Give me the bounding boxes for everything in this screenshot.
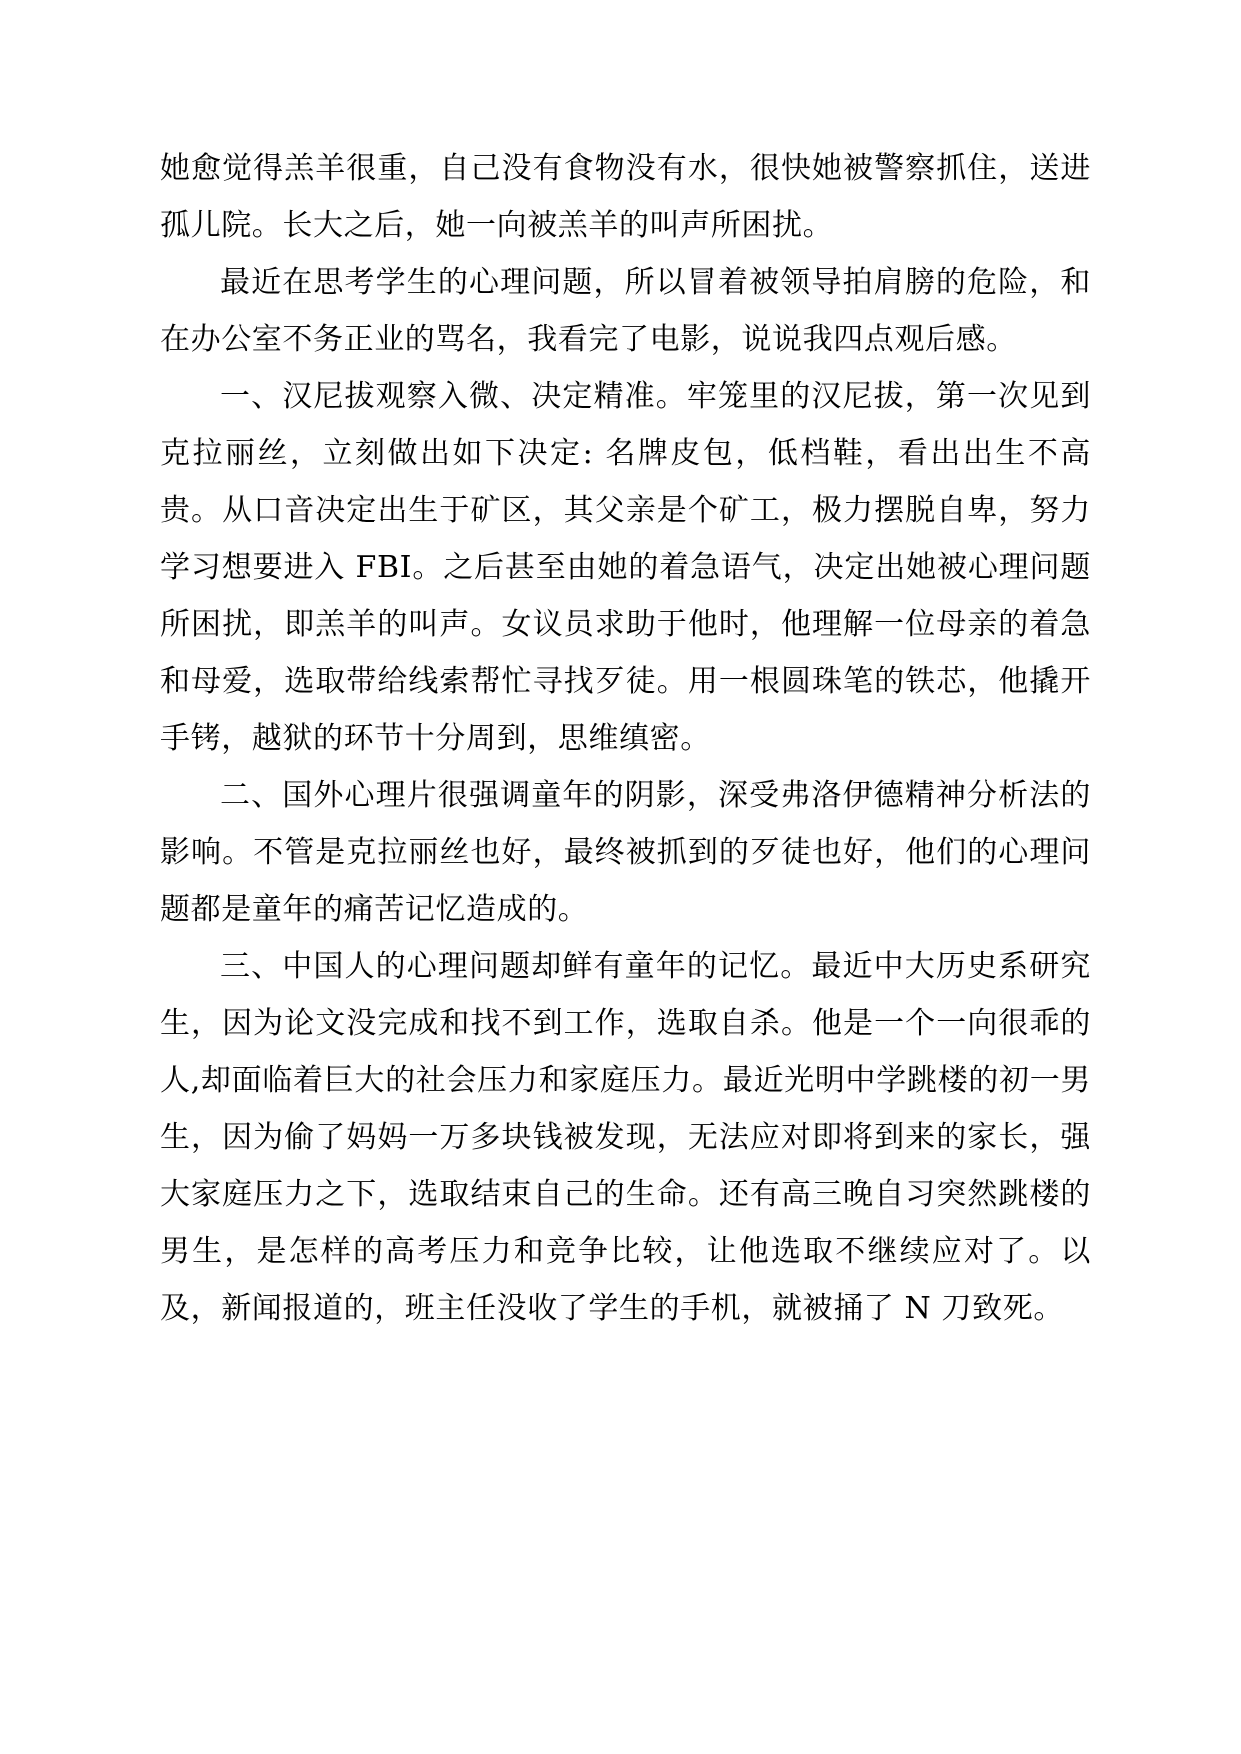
paragraph: 一、汉尼拔观察入微、决定精准。牢笼里的汉尼拔，第一次见到克拉丽丝，立刻做出如下决定: 名牌皮包，低档鞋，看出出生不高贵。从口音决定出生于矿区，其父亲是个矿工，极力摆脱自卑，努力学习想要进入 FBI。之后甚至由她的着急语气，决定出她被心理问题所困扰，即羔羊的叫声。女议员求助于他时，他理解一位母亲的着急和母爱，选取带给线索帮忙寻找歹徒。用一根圆珠笔的铁芯，他撬开手铐，越狱的环节十分周到，思维缜密。 [160,379,1091,756]
paragraph: 二、国外心理片很强调童年的阴影，深受弗洛伊德精神分析法的影响。不管是克拉丽丝也好，最终被抓到的歹徒也好，他们的心理问题都是童年的痛苦记忆造成的。 [160,778,1091,927]
paragraph: 三、中国人的心理问题却鲜有童年的记忆。最近中大历史系研究生，因为论文没完成和找不到工作，选取自杀。他是一个一向很乖的人,却面临着巨大的社会压力和家庭压力。最近光明中学跳楼的初一男生，因为偷了妈妈一万多块钱被发现，无法应对即将到来的家长，强大家庭压力之下，选取结束自己的生命。还有高三晚自习突然跳楼的男生，是怎样的高考压力和竞争比较，让他选取不继续应对了。以及，新闻报道的，班主任没收了学生的手机，就被捅了 N 刀致死。 [160,949,1091,1326]
paragraph: 最近在思考学生的心理问题，所以冒着被领导拍肩膀的危险，和在办公室不务正业的骂名，我看完了电影，说说我四点观后感。 [160,265,1091,357]
paragraph: 她愈觉得羔羊很重，自己没有食物没有水，很快她被警察抓住，送进孤儿院。长大之后，她一向被羔羊的叫声所困扰。 [160,151,1091,243]
document-body [160,140,1091,1337]
